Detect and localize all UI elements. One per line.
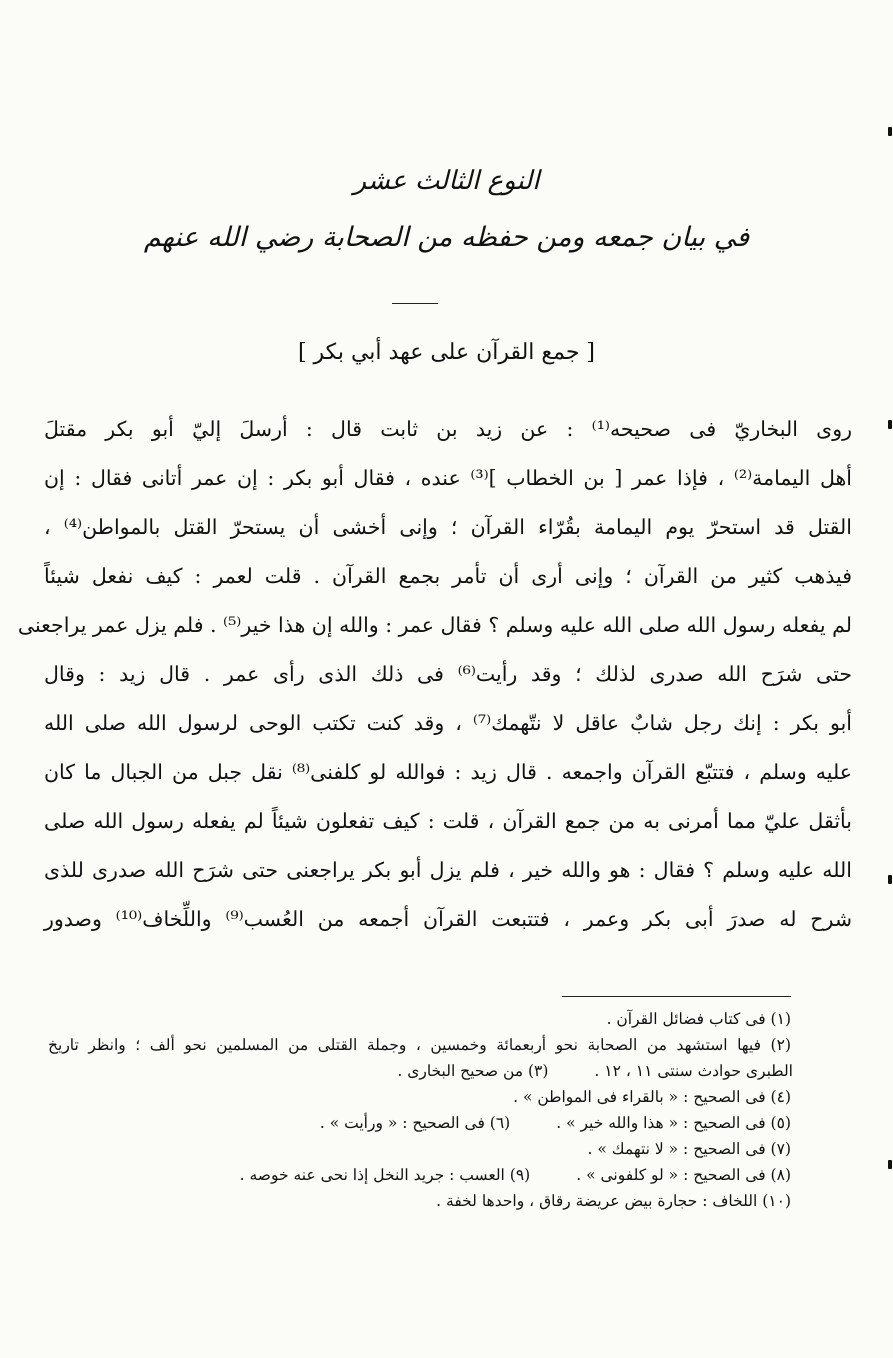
footnote: الطبرى حوادث سنتى ١١ ، ١٢ . <box>594 1062 793 1080</box>
footnote: (٥) فى الصحيح : « هذا والله خير » . <box>556 1114 791 1132</box>
footnote-row <box>48 1162 793 1188</box>
body-line: بأثقل عليّ مما أمرنى به من جمع القرآن ، قلت : كيف تفعلون شيئاً لم يفعله رسول الله صلى <box>44 809 852 833</box>
scan-margin-mark <box>888 127 892 136</box>
section-title: [ جمع القرآن على عهد أبي بكر ] <box>297 340 596 365</box>
footnote: (٧) فى الصحيح : « لا نتهمك » . <box>587 1140 791 1158</box>
body-line: عليه وسلم ، فتتبّع القرآن واجمعه . قال زيد : فوالله لو كلفنى⁽⁸⁾ نقل جبل من الجبال ما كان <box>44 760 852 784</box>
body-line: شرح له صدرَ أبى بكر وعمر ، فتتبعت القرآن أجمعه من العُسب⁽⁹⁾ واللِّخاف⁽¹⁰⁾ وصدور <box>44 907 852 931</box>
footnote: (٩) العسب : جريد النخل إذا نحى عنه خوصه . <box>239 1166 531 1184</box>
footnote-row <box>48 1110 793 1136</box>
title-divider <box>392 303 438 304</box>
chapter-subtitle: في بيان جمعه ومن حفظه من الصحابة رضي الله عنهم <box>143 222 750 253</box>
scan-margin-mark <box>888 420 892 429</box>
body-text <box>17 405 852 944</box>
footnote-row <box>48 1058 793 1084</box>
footnote: (١) فى كتاب فضائل القرآن . <box>606 1010 791 1028</box>
footnote: (٦) فى الصحيح : « ورأيت » . <box>319 1114 511 1132</box>
scan-margin-mark <box>888 875 892 884</box>
body-line: حتى شرَح الله صدرى لذلك ؛ وقد رأيت⁽⁶⁾ فى ذلك الذى رأى عمر . قال زيد : وقال <box>44 662 852 686</box>
scan-margin-mark <box>888 1160 892 1169</box>
body-line: أبو بكر : إنك رجل شابٌ عاقل لا نتّهمك⁽⁷⁾ ، وقد كنت تكتب الوحى لرسول الله صلى الله <box>44 711 852 735</box>
body-line: القتل قد استحرّ يوم اليمامة بقُرّاء القرآن ؛ وإنى أخشى أن يستحرّ القتل بالمواطن⁽⁴⁾ ، <box>44 515 852 539</box>
footnote: (٨) فى الصحيح : « لو كلفونى » . <box>576 1166 791 1184</box>
body-line: فيذهب كثير من القرآن ؛ وإنى أرى أن تأمر بجمع القرآن . قلت لعمر : كيف نفعل شيئاً <box>44 564 852 588</box>
footnote: (٢) فيها استشهد من الصحابة نحو أربعمائة وخمسين ، وجملة القتلى من المسلمين نحو ألف ؛ وانظر تاريخ <box>48 1036 791 1054</box>
footnotes <box>48 1006 793 1214</box>
footnote: (١٠) اللخاف : حجارة بيض عريضة رقاق ، واحدها لخفة . <box>436 1192 791 1210</box>
footnote: (٣) من صحيح البخارى . <box>397 1062 549 1080</box>
footnote-divider <box>562 996 791 997</box>
body-line: لم يفعله رسول الله صلى الله عليه وسلم ؟ فقال عمر : والله إن هذا خير⁽⁵⁾ . فلم يزل عمر يراجعنى <box>17 613 852 637</box>
body-line: الله عليه وسلم ؟ فقال : هو والله خير ، فلم يزل أبو بكر يراجعنى حتى شرَح الله صدرى للذى <box>44 858 852 882</box>
chapter-title: النوع الثالث عشر <box>353 166 540 196</box>
body-line: روى البخاريّ فى صحيحه⁽¹⁾ : عن زيد بن ثابت قال : أرسلَ إليّ أبو بكر مقتلَ <box>44 417 852 441</box>
footnote: (٤) فى الصحيح : « بالقراء فى المواطن » . <box>513 1088 791 1106</box>
body-line: أهل اليمامة⁽²⁾ ، فإذا عمر [ بن الخطاب ]⁽³⁾ عنده ، فقال أبو بكر : إن عمر أتانى فقال : إن <box>44 466 852 490</box>
